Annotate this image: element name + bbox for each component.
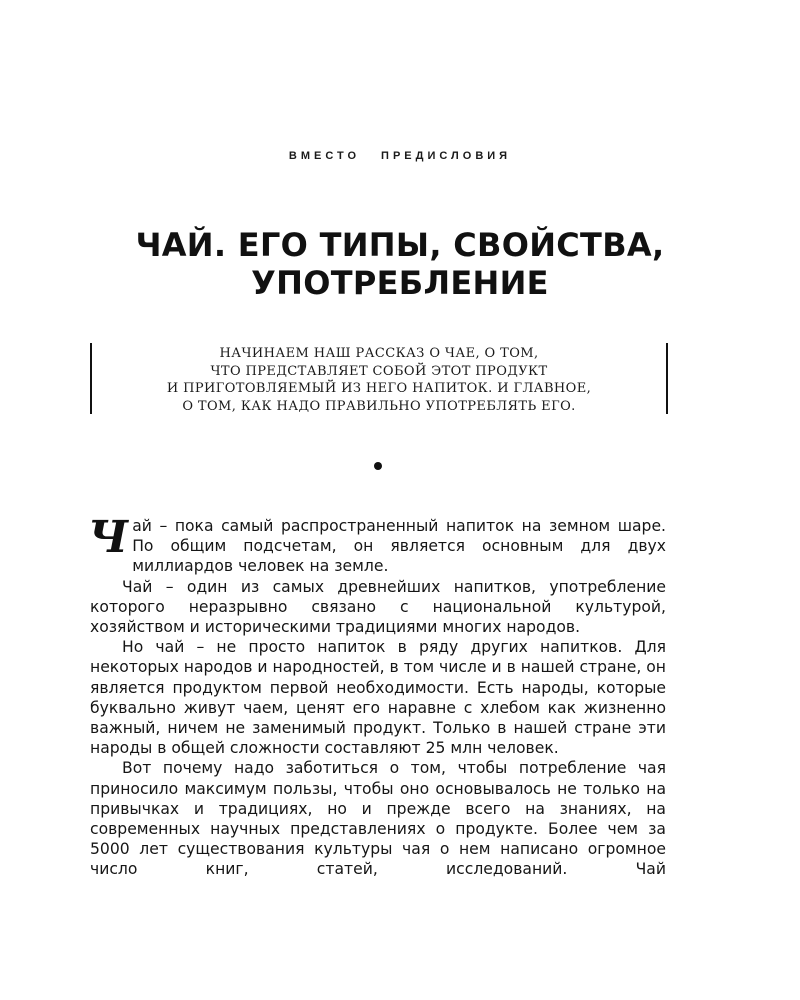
drop-cap: Ч: [88, 512, 129, 563]
lead-line-3: И ПРИГОТОВЛЯЕМЫЙ ИЗ НЕГО НАПИТОК. И ГЛАВНОЕ,: [166, 381, 592, 396]
paragraph-4: Вот почему надо заботиться о том, чтобы потребление чая приносило максимум пользы, чтобы оно основывалось не только на привычках и традициях, но и прежде всего на знаниях, на современных научных представлениях о продукте. Более чем за 5000 лет существования культуры чая о нем написано огромное число книг, статей, исследований. Чай: [90, 759, 666, 879]
chapter-title-line-1: ЧАЙ. ЕГО ТИПЫ, СВОЙСТВА,: [135, 226, 665, 264]
running-head: ВМЕСТО ПРЕДИСЛОВИЯ: [288, 150, 512, 162]
lead-line-4: О ТОМ, КАК НАДО ПРАВИЛЬНО УПОТРЕБЛЯТЬ ЕГО.: [182, 398, 576, 414]
chapter-title: [0, 226, 800, 302]
lead-line-2: ЧТО ПРЕДСТАВЛЯЕТ СОБОЙ ЭТОТ ПРОДУКТ: [210, 363, 548, 379]
paragraph-2: Чай – один из самых древнейших напитков, употребление которого неразрывно связано с национальной культурой, хозяйством и историческими традициями многих народов.: [90, 577, 666, 637]
section-bullet: [374, 462, 382, 470]
paragraph-3: Но чай – не просто напиток в ряду других напитков. Для некоторых народов и народностей, в том числе и в нашей стране, он является продуктом первой необходимости. Есть народы, которые буквально живут чаем, ценят его наравне с хлебом как жизненно важный, ничем не заменимый продукт. Только в нашей стране эти народы в общей сложности составляют 25 млн человек.: [90, 638, 666, 758]
paragraph-1-text: ай – пока самый распространенный напиток на земном шаре. По общим подсчетам, он является основным для двух миллиардов человек на земле.: [132, 517, 666, 576]
lead-paragraph: [92, 345, 666, 415]
lead-line-1: НАЧИНАЕМ НАШ РАССКАЗ О ЧАЕ, О ТОМ,: [219, 346, 539, 361]
body-text: [88, 512, 666, 880]
chapter-title-line-2: УПОТРЕБЛЕНИЕ: [251, 264, 549, 302]
paragraph-1: [88, 512, 666, 577]
